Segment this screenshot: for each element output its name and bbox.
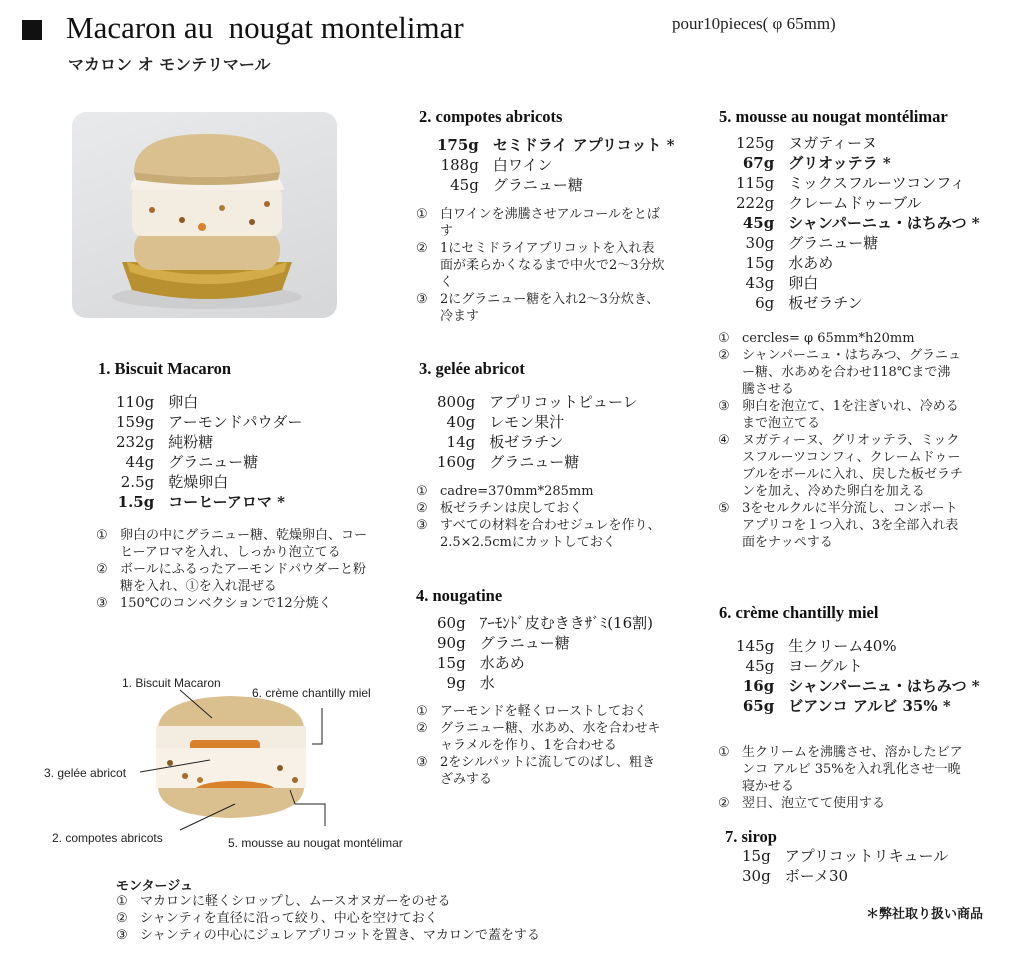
ingredient-qty: 45g bbox=[450, 176, 479, 194]
step-item bbox=[416, 291, 666, 325]
ingredient-name: ビアンコ アルビ 35% * bbox=[788, 697, 951, 715]
ingredient-qty: 15g bbox=[745, 254, 775, 272]
section-6-ingredients bbox=[736, 636, 980, 716]
ingredient-name: グラニュー糖 bbox=[489, 453, 580, 471]
step-text: ボールにふるったアーモンドパウダーと粉糖を入れ、①を入れ混ぜる bbox=[120, 562, 366, 594]
ingredient-name: 乾燥卵白 bbox=[168, 473, 229, 491]
ingredient-row bbox=[742, 846, 948, 866]
page-subtitle: マカロン オ モンテリマール bbox=[68, 55, 271, 74]
section-1-title: 1. Biscuit Macaron bbox=[98, 359, 232, 378]
ingredient-name: 水あめ bbox=[788, 254, 834, 272]
step-text: 3をセルクルに半分流し、コンポートアプリコを１つ入れ、3を全部入れ表面をナッペする bbox=[742, 501, 959, 550]
ingredient-name: シャンパーニュ・はちみつ * bbox=[788, 677, 980, 695]
section-3-title: 3. gelée abricot bbox=[419, 359, 525, 378]
ingredient-row bbox=[116, 452, 302, 472]
montage-steps bbox=[116, 893, 540, 944]
step-item bbox=[416, 720, 661, 754]
step-item bbox=[416, 240, 666, 291]
ingredient-qty: 44g bbox=[125, 453, 155, 471]
step-text: シャンティの中心にジュレアプリコットを置き、マカロンで蓋をする bbox=[140, 928, 540, 943]
ingredient-row bbox=[437, 452, 638, 472]
step-number: ① bbox=[96, 528, 108, 543]
step-number: ② bbox=[416, 721, 428, 736]
section-4-title: 4. nougatine bbox=[416, 586, 503, 605]
ingredient-qty: 2.5g bbox=[120, 473, 155, 491]
step-number: ③ bbox=[416, 292, 428, 307]
step-number: ④ bbox=[718, 433, 730, 448]
step-item bbox=[718, 744, 963, 795]
step-item bbox=[718, 500, 963, 551]
ingredient-qty: 1.5g bbox=[117, 493, 155, 511]
ingredient-name: 卵白 bbox=[788, 274, 819, 292]
step-text: 白ワインを沸騰させアルコールをとばす bbox=[440, 207, 660, 239]
ingredient-row bbox=[116, 432, 302, 452]
ingredient-row bbox=[736, 233, 980, 253]
ingredient-row bbox=[437, 175, 674, 195]
ingredient-name: グラニュー糖 bbox=[492, 176, 583, 194]
ingredient-qty: 14g bbox=[446, 433, 476, 451]
ingredient-qty: 175g bbox=[437, 136, 479, 154]
ingredient-name: ｱｰﾓﾝﾄﾞ皮むききｻﾞﾐ(16割) bbox=[479, 614, 653, 632]
ingredient-row bbox=[116, 412, 302, 432]
step-text: 板ゼラチンは戻しておく bbox=[440, 501, 583, 516]
ingredient-qty: 160g bbox=[437, 453, 476, 471]
step-text: 生クリームを沸騰させ、溶かしたビアンコ アルビ 35%を入れ乳化させ一晩寝かせる bbox=[742, 745, 963, 794]
ingredient-qty: 15g bbox=[437, 654, 466, 672]
section-2-steps bbox=[416, 206, 666, 325]
ingredient-name: ボーメ30 bbox=[784, 867, 849, 885]
ingredient-row bbox=[736, 656, 980, 676]
step-number: ③ bbox=[416, 755, 428, 770]
ingredient-row bbox=[736, 133, 980, 153]
ingredient-qty: 188g bbox=[440, 156, 479, 174]
ingredient-qty: 40g bbox=[446, 413, 476, 431]
step-item bbox=[416, 500, 661, 517]
step-text: 2にグラニュー糖を入れ2～3分炊き、冷ます bbox=[440, 292, 660, 324]
page-title: Macaron au nougat montelimar bbox=[66, 10, 464, 45]
ingredient-qty: 30g bbox=[742, 867, 771, 885]
ingredient-row bbox=[437, 653, 653, 673]
step-item bbox=[416, 517, 661, 551]
step-text: 翌日、泡立てて使用する bbox=[742, 796, 886, 811]
diagram-label-gelee: 3. gelée abricot bbox=[44, 766, 127, 780]
step-number: ② bbox=[718, 348, 730, 363]
section-6-steps bbox=[718, 744, 963, 812]
step-text: シャンティを直径に沿って絞り、中心を空けておく bbox=[140, 911, 438, 926]
footnote: ＊弊社取り扱い商品 bbox=[866, 907, 984, 922]
step-item bbox=[96, 561, 374, 595]
ingredient-row bbox=[736, 213, 980, 233]
ingredient-qty: 9g bbox=[446, 674, 466, 692]
step-text: シャンパーニュ・はちみつ、グラニュー糖、水あめを合わせ118℃まで沸騰させる bbox=[742, 348, 962, 397]
step-text: マカロンに軽くシロップし、ムースオヌガーをのせる bbox=[140, 894, 451, 909]
step-item bbox=[416, 206, 666, 240]
ingredient-row bbox=[736, 273, 980, 293]
step-item bbox=[96, 595, 374, 612]
ingredient-name: コーヒーアロマ * bbox=[168, 493, 285, 511]
section-4-ingredients bbox=[437, 613, 653, 693]
step-number: ③ bbox=[718, 399, 730, 414]
title-square-bullet bbox=[22, 20, 42, 40]
step-number: ② bbox=[96, 562, 108, 577]
ingredient-row bbox=[736, 253, 980, 273]
ingredient-row bbox=[116, 392, 302, 412]
cross-section-diagram bbox=[40, 668, 430, 858]
ingredient-name: ミックスフルーツコンフィ bbox=[788, 174, 966, 192]
step-number: ② bbox=[416, 241, 428, 256]
ingredient-qty: 45g bbox=[742, 214, 775, 232]
section-5-steps bbox=[718, 330, 963, 551]
ingredient-qty: 6g bbox=[755, 294, 775, 312]
ingredient-qty: 15g bbox=[742, 847, 771, 865]
step-text: 150℃のコンベクションで12分焼く bbox=[120, 596, 332, 611]
step-number: ① bbox=[416, 484, 428, 499]
ingredient-qty: 222g bbox=[736, 194, 775, 212]
section-6-title: 6. crème chantilly miel bbox=[719, 603, 879, 622]
step-text: 卵白の中にグラニュー糖、乾燥卵白、コーヒーアロマを入れ、しっかり泡立てる bbox=[120, 528, 368, 560]
ingredient-name: グリオッテラ * bbox=[788, 154, 891, 172]
section-4-steps bbox=[416, 703, 661, 788]
ingredient-name: アプリコットリキュール bbox=[784, 847, 949, 865]
section-2-title: 2. compotes abricots bbox=[419, 107, 563, 126]
ingredient-name: 板ゼラチン bbox=[788, 294, 863, 312]
step-item bbox=[718, 432, 963, 500]
ingredient-qty: 145g bbox=[736, 637, 775, 655]
step-number: ① bbox=[416, 704, 428, 719]
ingredient-row bbox=[437, 673, 653, 693]
step-number: ③ bbox=[96, 596, 108, 611]
ingredient-row bbox=[736, 153, 980, 173]
step-number: ① bbox=[718, 331, 730, 346]
ingredient-qty: 45g bbox=[745, 657, 775, 675]
ingredient-row bbox=[437, 392, 638, 412]
ingredient-qty: 125g bbox=[736, 134, 775, 152]
step-number: ③ bbox=[416, 518, 428, 533]
ingredient-qty: 232g bbox=[116, 433, 155, 451]
ingredient-qty: 60g bbox=[437, 614, 466, 632]
ingredient-row bbox=[437, 613, 653, 633]
step-item bbox=[718, 795, 963, 812]
ingredient-row bbox=[736, 293, 980, 313]
ingredient-row bbox=[116, 472, 302, 492]
step-text: cadre=370mm*285mm bbox=[440, 484, 594, 499]
step-number: ③ bbox=[116, 928, 128, 943]
ingredient-name: 純粉糖 bbox=[168, 433, 214, 451]
step-item bbox=[718, 398, 963, 432]
ingredient-name: 板ゼラチン bbox=[489, 433, 564, 451]
ingredient-row bbox=[437, 633, 653, 653]
ingredient-row bbox=[736, 636, 980, 656]
ingredient-qty: 65g bbox=[742, 697, 775, 715]
ingredient-name: セミドライ アプリコット * bbox=[492, 136, 675, 154]
ingredient-row bbox=[736, 676, 980, 696]
section-1-ingredients bbox=[116, 392, 302, 512]
ingredient-row bbox=[736, 696, 980, 716]
section-5-title: 5. mousse au nougat montélimar bbox=[719, 107, 948, 126]
step-text: グラニュー糖、水あめ、水を合わせキャラメルを作り、1を合わせる bbox=[440, 721, 661, 753]
section-5-ingredients bbox=[736, 133, 980, 313]
step-number: ⑤ bbox=[718, 501, 730, 516]
step-item bbox=[718, 347, 963, 398]
ingredient-qty: 90g bbox=[437, 634, 466, 652]
step-text: 2をシルパットに流してのばし、粗きざみする bbox=[440, 755, 656, 787]
ingredient-row bbox=[736, 173, 980, 193]
step-number: ① bbox=[116, 894, 128, 909]
step-text: cercles= φ 65mm*h20mm bbox=[742, 331, 915, 346]
ingredient-name: アプリコットピューレ bbox=[489, 393, 638, 411]
yield-text: pour10pieces( φ 65mm) bbox=[672, 14, 836, 33]
ingredient-name: シャンパーニュ・はちみつ * bbox=[788, 214, 980, 232]
step-text: 卵白を泡立て、1を注ぎいれ、冷めるまで泡立てる bbox=[742, 399, 959, 431]
ingredient-qty: 16g bbox=[742, 677, 775, 695]
ingredient-qty: 159g bbox=[116, 413, 155, 431]
step-item bbox=[116, 910, 540, 927]
ingredient-qty: 30g bbox=[745, 234, 775, 252]
ingredient-name: 白ワイン bbox=[492, 156, 553, 174]
ingredient-name: グラニュー糖 bbox=[168, 453, 259, 471]
ingredient-row bbox=[116, 492, 302, 512]
ingredient-qty: 67g bbox=[742, 154, 775, 172]
section-7-ingredients bbox=[742, 846, 948, 886]
ingredient-name: クレームドゥーブル bbox=[788, 194, 922, 212]
step-number: ② bbox=[116, 911, 128, 926]
montage-title: モンタージュ bbox=[116, 879, 193, 894]
step-item bbox=[416, 483, 661, 500]
ingredient-name: レモン果汁 bbox=[489, 413, 565, 431]
step-number: ② bbox=[416, 501, 428, 516]
step-text: すべての材料を合わせジュレを作り、2.5×2.5cmにカットしておく bbox=[440, 518, 661, 550]
ingredient-qty: 115g bbox=[736, 174, 775, 192]
ingredient-name: ヨーグルト bbox=[788, 657, 863, 675]
ingredient-name: 生クリーム40% bbox=[788, 637, 897, 655]
step-item bbox=[96, 527, 374, 561]
step-item bbox=[416, 754, 661, 788]
section-3-ingredients bbox=[437, 392, 638, 472]
diagram-label-mousse: 5. mousse au nougat montélimar bbox=[228, 836, 403, 850]
step-text: 1にセミドライアプリコットを入れ表面が柔らかくなるまで中火で2～3分炊く bbox=[440, 241, 665, 290]
diagram-label-chantilly: 6. crème chantilly miel bbox=[252, 686, 371, 700]
step-item bbox=[718, 330, 963, 347]
step-item bbox=[116, 893, 540, 910]
ingredient-row bbox=[437, 135, 674, 155]
ingredient-row bbox=[437, 155, 674, 175]
ingredient-qty: 800g bbox=[437, 393, 476, 411]
ingredient-name: 卵白 bbox=[168, 393, 199, 411]
step-text: アーモンドを軽くローストしておく bbox=[440, 704, 647, 719]
step-item bbox=[116, 927, 540, 944]
ingredient-qty: 110g bbox=[116, 393, 155, 411]
step-text: ヌガティーヌ、グリオッテラ、ミックスフルーツコンフィ、クレームドゥーブルをボールに入れ、戻した板ゼラチンを加え、冷めた卵白を加える bbox=[742, 433, 964, 499]
section-7-title: 7. sirop bbox=[725, 827, 777, 846]
ingredient-row bbox=[736, 193, 980, 213]
step-item bbox=[416, 703, 661, 720]
step-number: ② bbox=[718, 796, 730, 811]
section-1-steps bbox=[96, 527, 374, 612]
ingredient-row bbox=[742, 866, 948, 886]
section-3-steps bbox=[416, 483, 661, 551]
ingredient-name: 水あめ bbox=[479, 654, 525, 672]
ingredient-name: ヌガティーヌ bbox=[788, 134, 878, 152]
section-2-ingredients bbox=[437, 135, 674, 195]
macaron-photo bbox=[72, 112, 337, 318]
ingredient-row bbox=[437, 412, 638, 432]
ingredient-row bbox=[437, 432, 638, 452]
diagram-label-compotes: 2. compotes abricots bbox=[52, 831, 163, 845]
diagram-label-biscuit: 1. Biscuit Macaron bbox=[122, 676, 221, 690]
ingredient-qty: 43g bbox=[745, 274, 775, 292]
ingredient-name: 水 bbox=[479, 674, 495, 692]
ingredient-name: グラニュー糖 bbox=[788, 234, 879, 252]
ingredient-name: グラニュー糖 bbox=[479, 634, 570, 652]
step-number: ① bbox=[416, 207, 428, 222]
step-number: ① bbox=[718, 745, 730, 760]
ingredient-name: アーモンドパウダー bbox=[168, 413, 303, 431]
